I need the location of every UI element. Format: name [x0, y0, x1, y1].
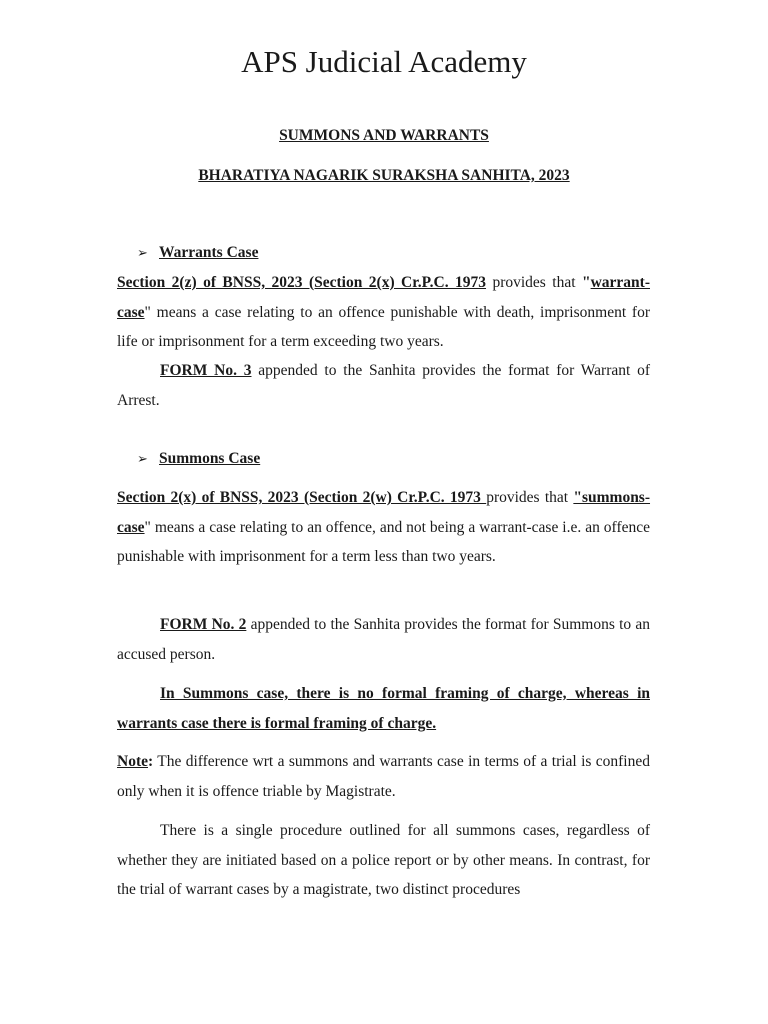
warrant-def-mid: provides that — [486, 274, 582, 291]
warrant-open-quote: " — [581, 274, 591, 291]
charge-framing-text: In Summons case, there is no formal framing of charge, whereas in warrants case there is formal framing of charge. — [117, 685, 650, 732]
bullet-warrants-case — [137, 243, 258, 264]
summons-form-paragraph — [117, 610, 650, 669]
summons-case-definition — [117, 483, 650, 572]
summons-form-label: FORM No. 2 — [160, 616, 247, 633]
warrant-form-paragraph — [117, 356, 650, 415]
summons-def-reference: Section 2(x) of BNSS, 2023 (Section 2(w) Cr.P.C. 1973 — [117, 489, 487, 506]
bullet-warrants-label: Warrants Case — [159, 244, 259, 261]
note-colon: : — [148, 753, 154, 770]
warrant-case-definition — [117, 268, 650, 357]
arrow-bullet-icon: ➢ — [137, 246, 148, 261]
warrant-def-rest: " means a case relating to an offence punishable with death, imprisonment for life or imprisonment for a term exceeding two years. — [117, 303, 650, 350]
section-heading-bnss: BHARATIYA NAGARIK SURAKSHA SANHITA, 2023 — [198, 167, 570, 184]
bullet-summons-case — [137, 449, 260, 470]
summons-case-term: "summons-case — [117, 489, 651, 536]
page-title: APS Judicial Academy — [241, 44, 527, 79]
warrant-case-term: warrant-case — [117, 274, 650, 321]
summons-def-rest: " means a case relating to an offence, and not being a warrant-case i.e. an offence punishable with imprisonment for a term less than two years. — [117, 518, 650, 565]
arrow-bullet-icon: ➢ — [137, 452, 148, 467]
warrant-def-reference: Section 2(z) of BNSS, 2023 (Section 2(x) Cr.P.C. 1973 — [117, 274, 487, 291]
bullet-summons-label: Summons Case — [159, 450, 261, 467]
procedure-paragraph: There is a single procedure outlined for all summons cases, regardless of whether they are initiated based on a police report or by other means. In contrast, for the trial of warrant cases by a magistrate, two distinct procedures — [117, 822, 650, 898]
note-label: Note — [117, 753, 148, 770]
note-paragraph — [117, 747, 650, 806]
charge-framing-statement — [117, 679, 650, 738]
warrant-form-label: FORM No. 3 — [160, 362, 252, 379]
summons-def-mid: provides that — [486, 489, 574, 506]
warrant-form-text: appended to the Sanhita provides the format for Warrant of Arrest. — [117, 362, 650, 409]
note-text: The difference wrt a summons and warrants case in terms of a trial is confined only when it is offence triable by Magistrate. — [117, 753, 650, 800]
section-heading-summons-warrants: SUMMONS AND WARRANTS — [279, 127, 489, 144]
summons-form-text: appended to the Sanhita provides the format for Summons to an accused person. — [117, 616, 651, 663]
